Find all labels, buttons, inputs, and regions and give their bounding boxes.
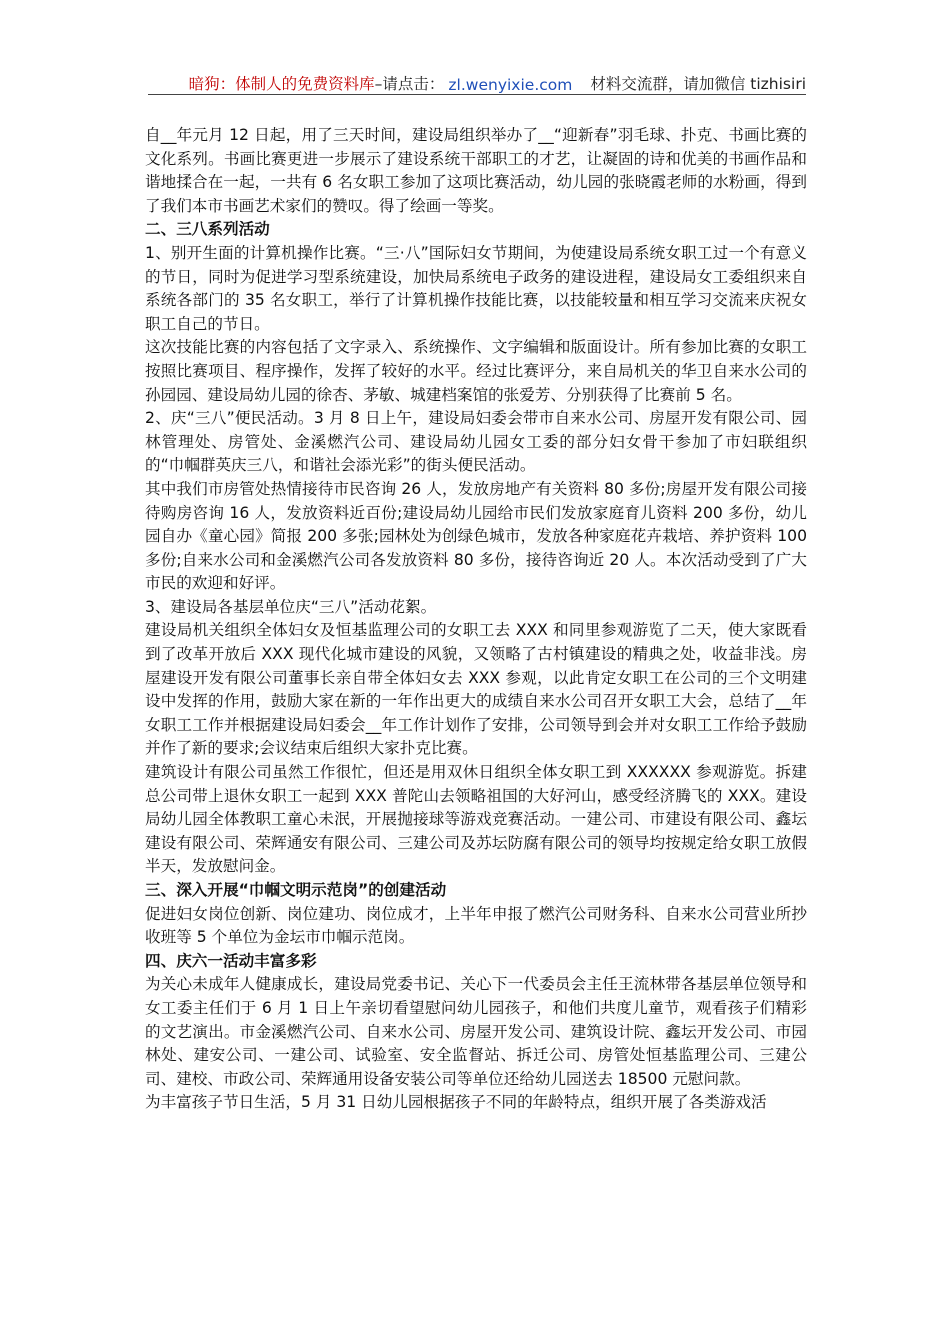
paragraph: 促进妇女岗位创新、岗位建功、岗位成才，上半年申报了燃汽公司财务科、自来水公司营业所抄收班等 5 个单位为金坛市巾帼示范岗。: [145, 904, 807, 947]
site-name: 暗狗：体制人的免费资料库: [188, 75, 375, 93]
paragraph: 1、别开生面的计算机操作比赛。“三·八”国际妇女节期间，为使建设局系统女职工过一个有意义的节日，同时为促进学习型系统建设，加快局系统电子政务的建设进程，建设局女工委组织来自系统各部门的 35 名女职工，举行了计算机操作技能比赛，以技能较量和相互学习交流来庆祝女职工自己的节日。: [145, 243, 807, 333]
paragraph: 建筑设计有限公司虽然工作很忙，但还是用双休日组织全体女职工到 XXXXXX 参观游览。拆建总公司带上退休女职工一起到 XXX 普陀山去领略祖国的大好河山，感受经济腾飞的 XXX。建设局幼儿园全体教职工童心未泯，开展抛接球等游戏竞赛活动。一建公司、市建设有限公司、鑫坛建设有限公司、荣辉通安有限公司、三建公司及苏坛防腐有限公司的领导均按规定给女职工放假半天，发放慰问金。: [145, 763, 807, 876]
section-heading: 四、庆六一活动丰富多彩: [145, 951, 317, 970]
site-url-link[interactable]: zl.wenyixie.com: [448, 76, 573, 94]
paragraph: 2、庆“三八”便民活动。3 月 8 日上午，建设局妇委会带市自来水公司、房屋开发有限公司、园林管理处、房管处、金溪燃汽公司、建设局幼儿园女工委的部分妇女骨干参加了市妇联组织的“巾帼群英庆三八，和谐社会添光彩”的街头便民活动。: [145, 409, 807, 475]
paragraph: 3、建设局各基层单位庆“三八”活动花絮。: [145, 597, 437, 616]
page-header: [148, 68, 806, 95]
paragraph: 自__年元月 12 日起，用了三天时间，建设局组织举办了__“迎新春”羽毛球、扑克、书画比赛的文化系列。书画比赛更进一步展示了建设系统干部职工的才艺，让凝固的诗和优美的书画作品和谐地揉合在一起，一共有 6 名女职工参加了这项比赛活动，幼儿园的张晓霞老师的水粉画，得到了我们本市书画艺术家们的赞叹。得了绘画一等奖。: [145, 126, 807, 215]
section-heading: 三、深入开展“巾帼文明示范岗”的创建活动: [145, 881, 447, 899]
paragraph: 为丰富孩子节日生活，5 月 31 日幼儿园根据孩子不同的年龄特点，组织开展了各类游戏活: [145, 1093, 767, 1112]
wechat-note: 材料交流群，请加微信 tizhisiri: [590, 75, 806, 93]
document-body: [145, 124, 807, 1115]
paragraph: 其中我们市房管处热情接待市民咨询 26 人，发放房地产有关资料 80 多份;房屋开发有限公司接待购房咨询 16 人，发放资料近百份;建设局幼儿园给市民们发放家庭育儿资料 200 多份，幼儿园自办《童心园》简报 200 多张;园林处为创绿色城市，发放各种家庭花卉栽培、养护资料 100 多份;自来水公司和金溪燃汽公司各发放资料 80 多份，接待咨询近 20 人。本次活动受到了广大市民的欢迎和好评。: [145, 479, 807, 593]
paragraph: 建设局机关组织全体妇女及恒基监理公司的女职工去 XXX 和同里参观游览了二天，使大家既看到了改革开放后 XXX 现代化城市建设的风貌，又领略了古村镇建设的精典之处，收益非浅。房屋建设开发有限公司董事长亲自带全体妇女去 XXX 参观，以此肯定女职工在公司的三个文明建设中发挥的作用，鼓励大家在新的一年作出更大的成绩自来水公司召开女职工大会，总结了__年女职工工作并根据建设局妇委会__年工作计划作了安排，公司领导到会并对女职工工作给予鼓励并作了新的要求;会议结束后组织大家扑克比赛。: [145, 621, 807, 758]
paragraph: 这次技能比赛的内容包括了文字录入、系统操作、文字编辑和版面设计。所有参加比赛的女职工按照比赛项目、程序操作，发挥了较好的水平。经过比赛评分，来自局机关的华卫自来水公司的孙园园、建设局幼儿园的徐杏、茅敏、城建档案馆的张爱芳、分别获得了比赛前 5 名。: [145, 338, 807, 404]
paragraph: 为关心未成年人健康成长，建设局党委书记、关心下一代委员会主任王流林带各基层单位领导和女工委主任们于 6 月 1 日上午亲切看望慰问幼儿园孩子，和他们共度儿童节，观看孩子们精彩的文艺演出。市金溪燃汽公司、自来水公司、房屋开发公司、建筑设计院、鑫坛开发公司、市园林处、建安公司、一建公司、试验室、安全监督站、拆迁公司、房管处恒基监理公司、三建公司、建校、市政公司、荣辉通用设备安装公司等单位还给幼儿园送去 18500 元慰问款。: [145, 975, 807, 1088]
click-label: –请点击：: [374, 75, 445, 93]
section-heading: 二、三八系列活动: [145, 220, 270, 239]
